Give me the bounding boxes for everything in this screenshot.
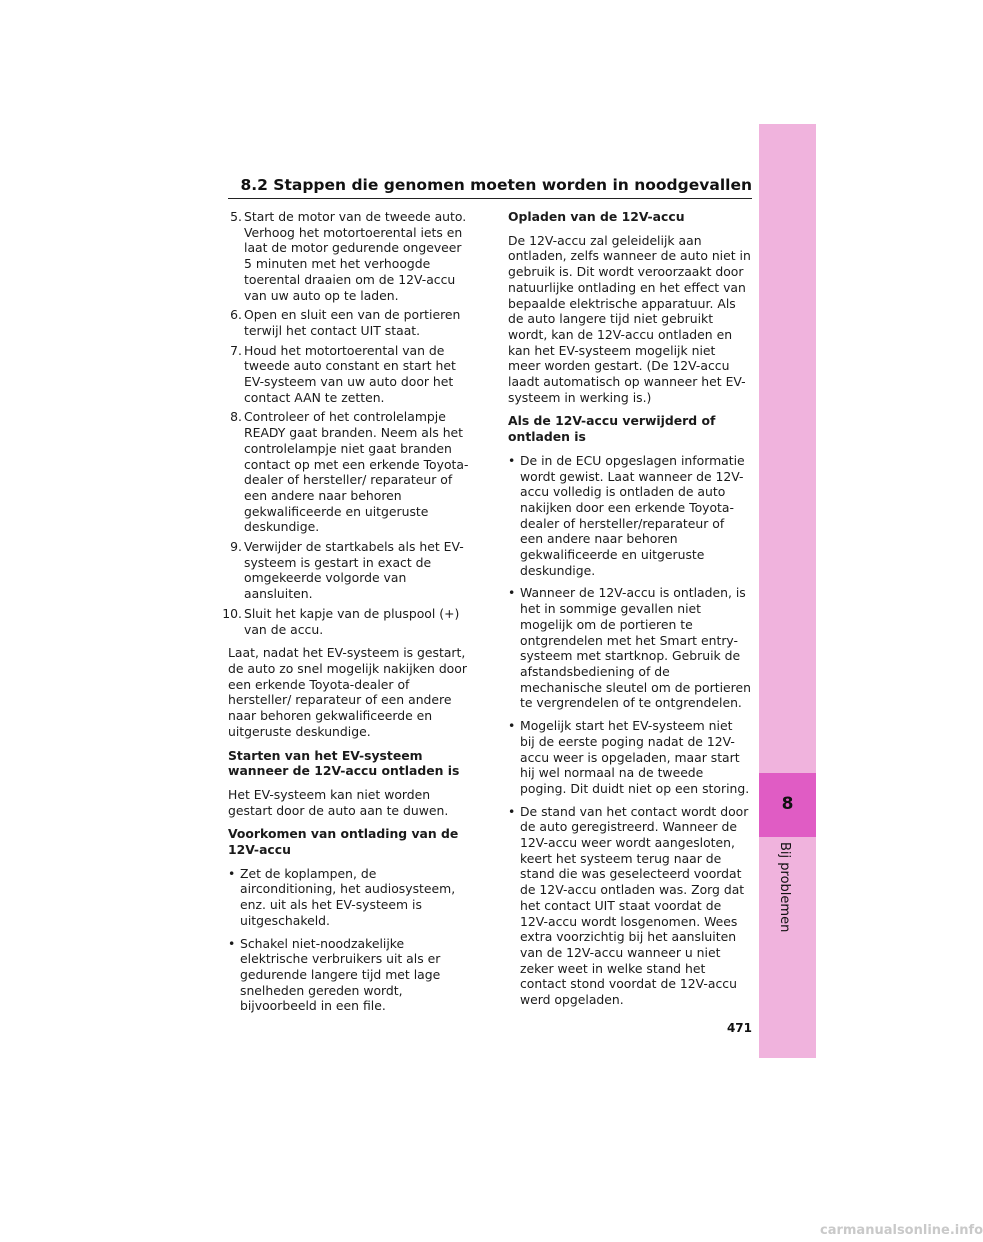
chapter-number: 8 — [781, 794, 794, 814]
after-steps-paragraph: Laat, nadat het EV-systeem is gestart, de auto zo snel mogelijk nakijken door een erkende Toyota-dealer of hersteller/ reparateur of een andere naar behoren gekwalificeerde en uitgeruste deskundige. — [228, 645, 467, 739]
removed-bullets — [508, 453, 751, 1008]
bullet-item — [228, 866, 470, 929]
section-header-title: 8.2 Stappen die genomen moeten worden in noodgevallen — [240, 176, 752, 194]
step-number: 10. — [222, 605, 242, 621]
bullet-text: Wanneer de 12V-accu is ontladen, is het in sommige gevallen niet mogelijk om de portieren te ontgrendelen met het Smart entry-systeem met startknop. Gebruik de afstandsbediening of de mechanische sleutel om de portieren te vergrendelen of te ontgrendelen. — [520, 585, 751, 711]
bullet-icon: • — [508, 718, 516, 734]
step-item — [228, 539, 470, 602]
bullet-text: De in de ECU opgeslagen informatie wordt gewist. Laat wanneer de 12V-accu volledig is ontladen de auto nakijken door een erkende Toyota-dealer of hersteller/reparateur of een andere naar behoren gekwalificeerde en uitgeruste deskundige. — [520, 452, 745, 578]
bullet-text: Zet de koplampen, de airconditioning, het audiosysteem, enz. uit als het EV-systeem is uitgeschakeld. — [240, 865, 456, 928]
bullet-text: Schakel niet-noodzakelijke elektrische verbruikers uit als er gedurende langere tijd met lage snelheden gereden wordt, bijvoorbeeld in een file. — [240, 935, 441, 1014]
step-text: Controleer of het controlelampje READY gaat branden. Neem als het controlelampje niet gaat branden contact op met een erkende Toyota-dealer of hersteller/ reparateur of een andere naar behoren gekwalificeerde en uitgeruste deskundige. — [244, 409, 469, 535]
step-number: 5. — [230, 209, 242, 224]
heading-prevent-discharge: Voorkomen van ontlading van de 12V-accu — [228, 826, 459, 858]
bullet-item — [508, 585, 751, 711]
bullet-text: Mogelijk start het EV-systeem niet bij de eerste poging nadat de 12V-accu weer is opgeladen, maar start hij wel normaal na de tweede poging. Dit duidt niet op een storing. — [520, 718, 750, 796]
start-ev-paragraph: Het EV-systeem kan niet worden gestart door de auto aan te duwen. — [228, 786, 449, 818]
step-text: Start de motor van de tweede auto. Verhoog het motortoerental iets en laat de motor gedurende ongeveer 5 minuten met het verhoogde toerental draaien om de 12V-accu van uw auto op te laden. — [244, 209, 467, 303]
step-number: 8. — [230, 409, 242, 425]
step-number: 6. — [230, 307, 242, 323]
header-divider — [228, 198, 752, 199]
bullet-item — [508, 804, 751, 1008]
heading-start-ev: Starten van het EV-systeem wanneer de 12V-accu ontladen is — [228, 747, 460, 779]
prevent-bullets — [228, 866, 470, 1014]
bullet-item — [508, 718, 751, 797]
bullet-icon: • — [508, 803, 516, 819]
bullet-text: De stand van het contact wordt door de auto geregistreerd. Wanneer de 12V-accu weer wordt aangesloten, keert het systeem terug naar de stand die was geselecteerd voordat de 12V-accu ontladen was. Zorg dat het contact UIT staat voordat de 12V-accu wordt losgenomen. Wees extra voorzichtig bij het aansluiten van de 12V-accu wanneer u niet zeker weet in welke stand het contact stond voordat de 12V-accu werd opgeladen. — [520, 803, 749, 1008]
step-item — [222, 605, 470, 637]
step-item — [228, 307, 470, 338]
step-item — [228, 409, 470, 535]
step-item — [228, 343, 470, 406]
charge-paragraph: De 12V-accu zal geleidelijk aan ontladen, zelfs wanneer de auto niet in gebruik is. Dit wordt veroorzaakt door natuurlijke ontlading en het effect van bepaalde elektrische apparatuur. Als de auto langere tijd niet gebruikt wordt, kan de 12V-accu ontladen en kan het EV-systeem mogelijk niet meer worden gestart. (De 12V-accu laadt automatisch op wanneer het EV-systeem in werking is.) — [508, 232, 751, 405]
step-number: 7. — [230, 342, 242, 358]
step-text: Open en sluit een van de portieren terwijl het contact UIT staat. — [244, 307, 461, 338]
right-column — [508, 209, 751, 1015]
page-number: 471 — [726, 1021, 752, 1035]
step-text: Verwijder de startkabels als het EV-systeem is gestart in exact de omgekeerde volgorde van aansluiten. — [244, 539, 464, 602]
heading-charge: Opladen van de 12V-accu — [508, 209, 685, 224]
step-text: Houd het motortoerental van de tweede auto constant en start het EV-systeem van uw auto door het contact AAN te zetten. — [244, 342, 456, 405]
procedure-steps — [222, 209, 470, 637]
step-number: 9. — [230, 539, 242, 555]
step-text: Sluit het kapje van de pluspool (+) van de accu. — [244, 605, 460, 637]
bullet-item — [228, 936, 470, 1015]
bullet-icon: • — [228, 935, 236, 951]
heading-removed: Als de 12V-accu verwijderd of ontladen is — [508, 413, 716, 445]
bullet-icon: • — [508, 452, 516, 468]
chapter-label: Bij problemen — [777, 842, 792, 933]
bullet-icon: • — [508, 585, 516, 601]
watermark: carmanualsonline.info — [820, 1223, 983, 1238]
step-item — [228, 209, 470, 303]
bullet-item — [508, 453, 751, 579]
left-column — [222, 209, 470, 1021]
bullet-icon: • — [228, 865, 236, 881]
